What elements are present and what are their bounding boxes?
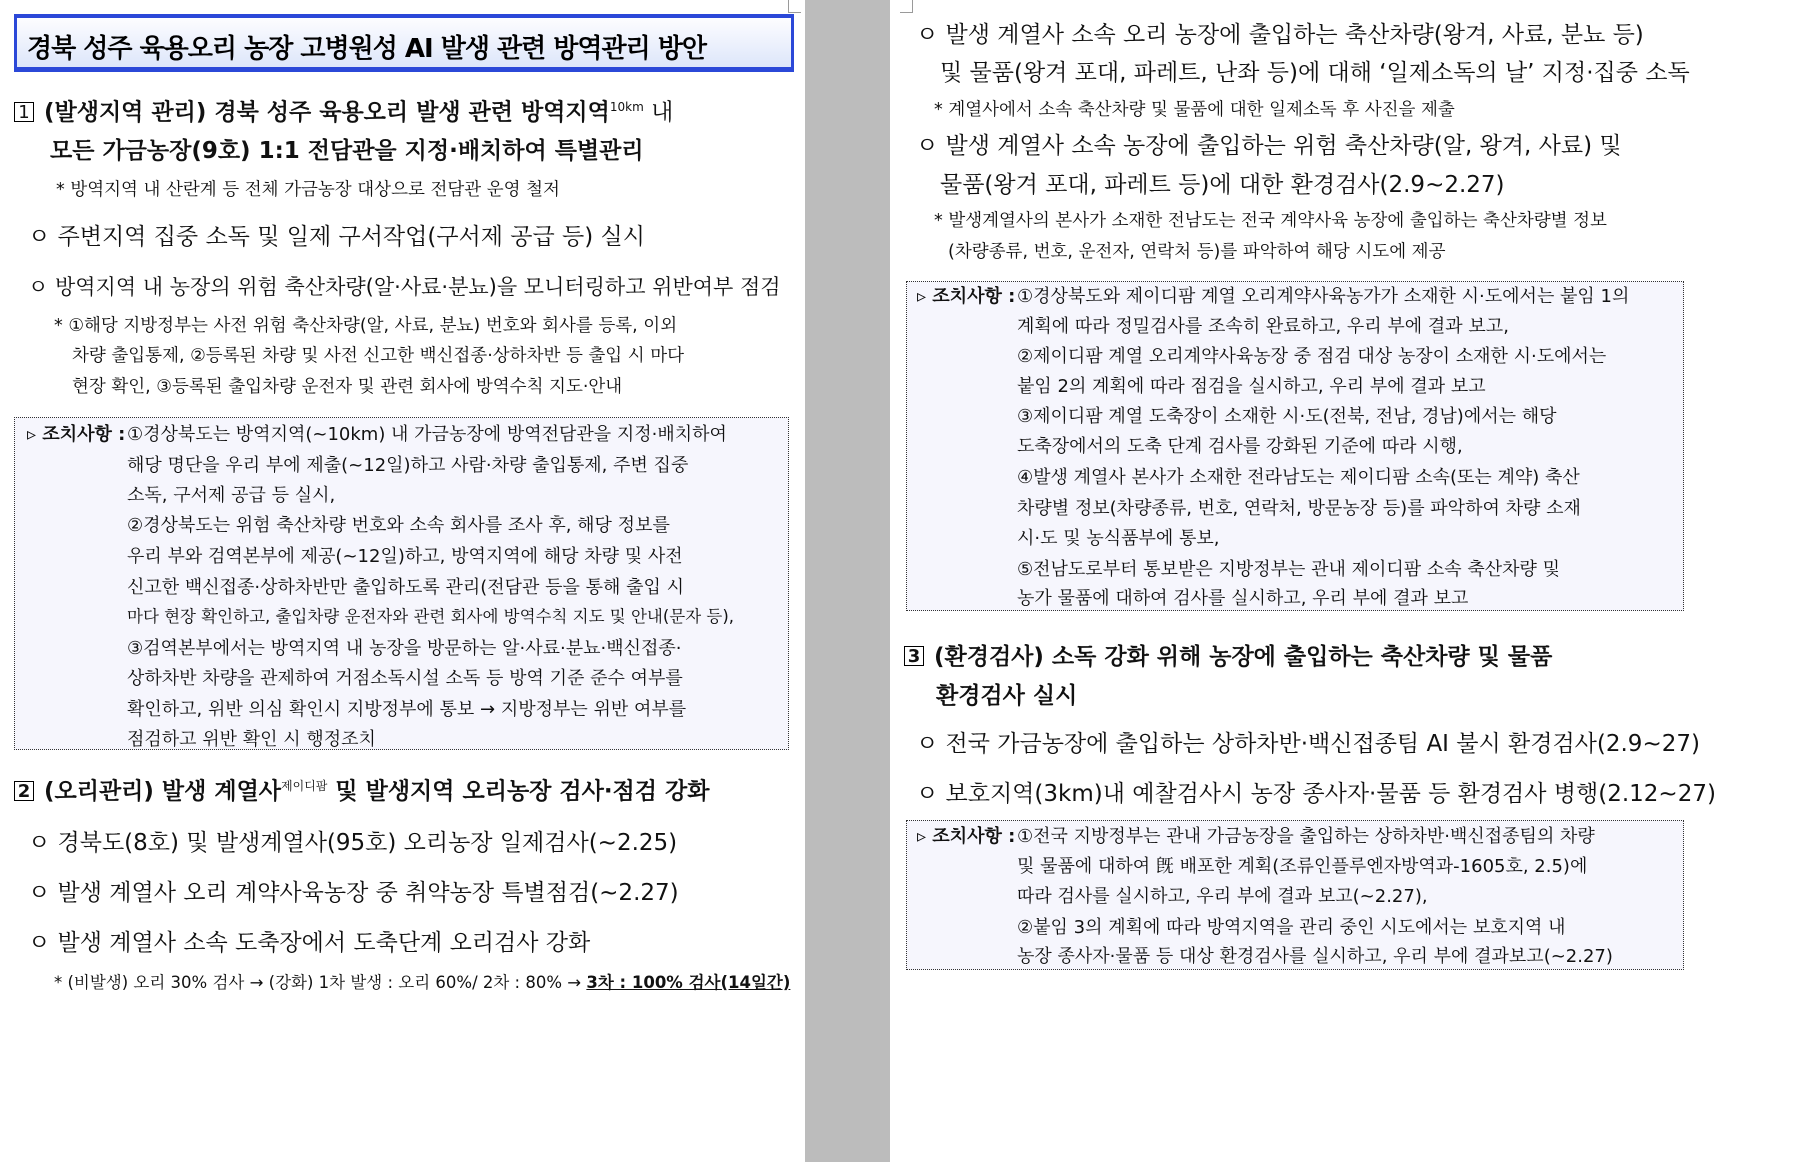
right-bullet-2: ㅇ 발생 계열사 소속 농장에 출입하는 위험 축산차량(알, 왕겨, 사료) 및 xyxy=(916,133,1622,159)
page-gutter xyxy=(805,0,890,1162)
section-number: 2 xyxy=(14,781,34,801)
action-items-label: ▹ 조치사항 : xyxy=(917,826,1016,847)
section-3-bullet-1: ㅇ 전국 가금농장에 출입하는 상하차반·백신접종팀 AI 불시 환경검사(2.9~27) xyxy=(916,731,1700,757)
section-2-heading: 2 (오리관리) 발생 계열사$^{제이디팜}$ 및 발생지역 오리농장 검사·점검 강화 xyxy=(14,780,709,804)
action-items-label: ▹ 조치사항 : xyxy=(917,286,1016,307)
action-item-line: 따라 검사를 실시하고, 우리 부에 결과 보고(~2.27), xyxy=(1017,886,1428,907)
page-title: 경북 성주 육용오리 농장 고병원성 AI 발생 관련 방역관리 방안 xyxy=(27,34,707,64)
action-item-line: ③제이디팜 계열 도축장이 소재한 시·도(전북, 전남, 경남)에서는 해당 xyxy=(1017,406,1557,427)
section-1-note: * 방역지역 내 산란계 등 전체 가금농장 대상으로 전담관 운영 철저 xyxy=(56,180,560,200)
section-3-heading-line2: 환경검사 실시 xyxy=(936,683,1078,709)
action-item-line: ③검역본부에서는 방역지역 내 농장을 방문하는 알·사료·분뇨·백신접종· xyxy=(127,638,682,659)
section-1-heading-line2: 모든 가금농장(9호) 1:1 전담관을 지정·배치하여 특별관리 xyxy=(50,138,644,164)
section-1-bullet-2: ㅇ 방역지역 내 농장의 위험 축산차량(알·사료·분뇨)을 모니터링하고 위반여부 점검 xyxy=(28,275,781,299)
section-2-note: * (비발생) 오리 30% 검사 → (강화) 1차 발생 : 오리 60%/ 2차 : 80% → 3차 : 100% 검사(14일간) xyxy=(54,973,791,992)
right-bullet-1: ㅇ 발생 계열사 소속 오리 농장에 출입하는 축산차량(왕겨, 사료, 분뇨 등) xyxy=(916,22,1644,48)
action-items-box xyxy=(14,417,789,750)
action-item-line: 우리 부와 검역본부에 제공(~12일)하고, 방역지역에 해당 차량 및 사전 xyxy=(127,546,683,567)
section-3-bullet-2: ㅇ 보호지역(3km)내 예찰검사시 농장 종사자·물품 등 환경검사 병행(2.12~27) xyxy=(916,781,1716,807)
section-1-bullet-1: ㅇ 주변지역 집중 소독 및 일제 구서작업(구서제 공급 등) 실시 xyxy=(28,224,645,250)
page-corner-mark xyxy=(900,0,913,13)
action-item-line: ⑤전남도로부터 통보받은 지방정부는 관내 제이디팜 소속 축산차량 및 xyxy=(1017,559,1561,580)
document-page-right[interactable] xyxy=(890,0,1820,1162)
action-item-line: 계획에 따라 정밀검사를 조속히 완료하고, 우리 부에 결과 보고, xyxy=(1017,316,1509,337)
section-1-note-2: * ①해당 지방정부는 사전 위험 축산차량(알, 사료, 분뇨) 번호와 회사를 등록, 이외 xyxy=(54,316,678,336)
right-bullet-2-line2: 물품(왕겨 포대, 파레트 등)에 대한 환경검사(2.9~2.27) xyxy=(940,172,1505,198)
action-item-line: ②제이디팜 계열 오리계약사육농장 중 점검 대상 농장이 소재한 시·도에서는 xyxy=(1017,346,1607,367)
action-item-line: 점검하고 위반 확인 시 행정조치 xyxy=(127,729,376,750)
action-item-line: 붙임 2의 계획에 따라 점검을 실시하고, 우리 부에 결과 보고 xyxy=(1017,376,1486,397)
action-items-box xyxy=(906,281,1684,611)
right-note-2: * 발생계열사의 본사가 소재한 전남도는 전국 계약사육 농장에 출입하는 축산차량별 정보 xyxy=(934,211,1607,231)
section-1-note-2: 현장 확인, ③등록된 출입차량 운전자 및 관련 회사에 방역수칙 지도·안내 xyxy=(72,377,623,397)
action-item-line: 도축장에서의 도축 단계 검사를 강화된 기준에 따라 시행, xyxy=(1017,436,1463,457)
section-3-heading: 3 (환경검사) 소독 강화 위해 농장에 출입하는 축산차량 및 물품 xyxy=(904,646,1552,669)
action-item-line: 마다 현장 확인하고, 출입차량 운전자와 관련 회사에 방역수칙 지도 및 안내(문자 등), xyxy=(127,607,735,626)
document-page-left[interactable] xyxy=(0,0,805,1162)
action-item-line: 농장 종사자·물품 등 대상 환경검사를 실시하고, 우리 부에 결과보고(~2.27) xyxy=(1017,946,1613,967)
title-banner xyxy=(14,14,794,72)
action-item-line: 신고한 백신접종·상하차반만 출입하도록 관리(전담관 등을 통해 출입 시 xyxy=(127,577,685,598)
action-item-line: ①전국 지방정부는 관내 가금농장을 출입하는 상하차반·백신접종팀의 차량 xyxy=(1017,826,1595,847)
section-2-bullet-2: ㅇ 발생 계열사 오리 계약사육농장 중 취약농장 특별점검(~2.27) xyxy=(28,880,679,906)
right-bullet-1-line2: 및 물품(왕겨 포대, 파레트, 난좌 등)에 대해 ‘일제소독의 날’ 지정·집중 소독 xyxy=(940,60,1690,86)
right-note-2: (차량종류, 번호, 운전자, 연락처 등)를 파악하여 해당 시도에 제공 xyxy=(948,242,1446,262)
action-item-line: 상하차반 차량을 관제하여 거점소독시설 소독 등 방역 기준 준수 여부를 xyxy=(127,668,683,689)
action-item-line: ②붙임 3의 계획에 따라 방역지역을 관리 중인 시도에서는 보호지역 내 xyxy=(1017,917,1566,938)
action-item-line: 소독, 구서제 공급 등 실시, xyxy=(127,485,336,506)
section-2-bullet-1: ㅇ 경북도(8호) 및 발생계열사(95호) 오리농장 일제검사(~2.25) xyxy=(28,830,678,856)
action-item-line: 시·도 및 농식품부에 통보, xyxy=(1017,528,1220,549)
action-item-line: 차량별 정보(차량종류, 번호, 연락처, 방문농장 등)를 파악하여 차량 소재 xyxy=(1017,498,1581,519)
section-number: 1 xyxy=(14,102,34,122)
right-note-1: * 계열사에서 소속 축산차량 및 물품에 대한 일제소독 후 사진을 제출 xyxy=(934,100,1455,120)
section-number: 3 xyxy=(904,646,924,666)
action-item-line: ②경상북도는 위험 축산차량 번호와 소속 회사를 조사 후, 해당 정보를 xyxy=(127,515,670,536)
action-items-box xyxy=(906,820,1684,970)
action-item-line: 농가 물품에 대하여 검사를 실시하고, 우리 부에 결과 보고 xyxy=(1017,588,1469,609)
action-item-line: 확인하고, 위반 의심 확인시 지방정부에 통보 → 지방정부는 위반 여부를 xyxy=(127,699,687,720)
section-1-heading: 1 (발생지역 관리) 경북 성주 육용오리 발생 관련 방역지역$^{10km}$ 내 xyxy=(14,101,673,125)
action-item-line: ①경상북도는 방역지역(~10km) 내 가금농장에 방역전담관을 지정·배치하여 xyxy=(127,424,727,445)
section-2-bullet-3: ㅇ 발생 계열사 소속 도축장에서 도축단계 오리검사 강화 xyxy=(28,930,591,956)
action-item-line: ①경상북도와 제이디팜 계열 오리계약사육농가가 소재한 시·도에서는 붙임 1의 xyxy=(1017,286,1630,307)
action-item-line: 및 물품에 대하여 旣 배포한 계획(조류인플루엔자방역과-1605호, 2.5)에 xyxy=(1017,856,1588,877)
section-1-note-2: 차량 출입통제, ②등록된 차량 및 사전 신고한 백신접종·상하차반 등 출입 시 마다 xyxy=(72,346,685,366)
action-item-line: 해당 명단을 우리 부에 제출(~12일)하고 사람·차량 출입통제, 주변 집중 xyxy=(127,455,689,476)
action-items-label: ▹ 조치사항 : xyxy=(27,424,126,445)
action-item-line: ④발생 계열사 본사가 소재한 전라남도는 제이디팜 소속(또는 계약) 축산 xyxy=(1017,467,1580,488)
page-corner-mark xyxy=(788,0,801,13)
